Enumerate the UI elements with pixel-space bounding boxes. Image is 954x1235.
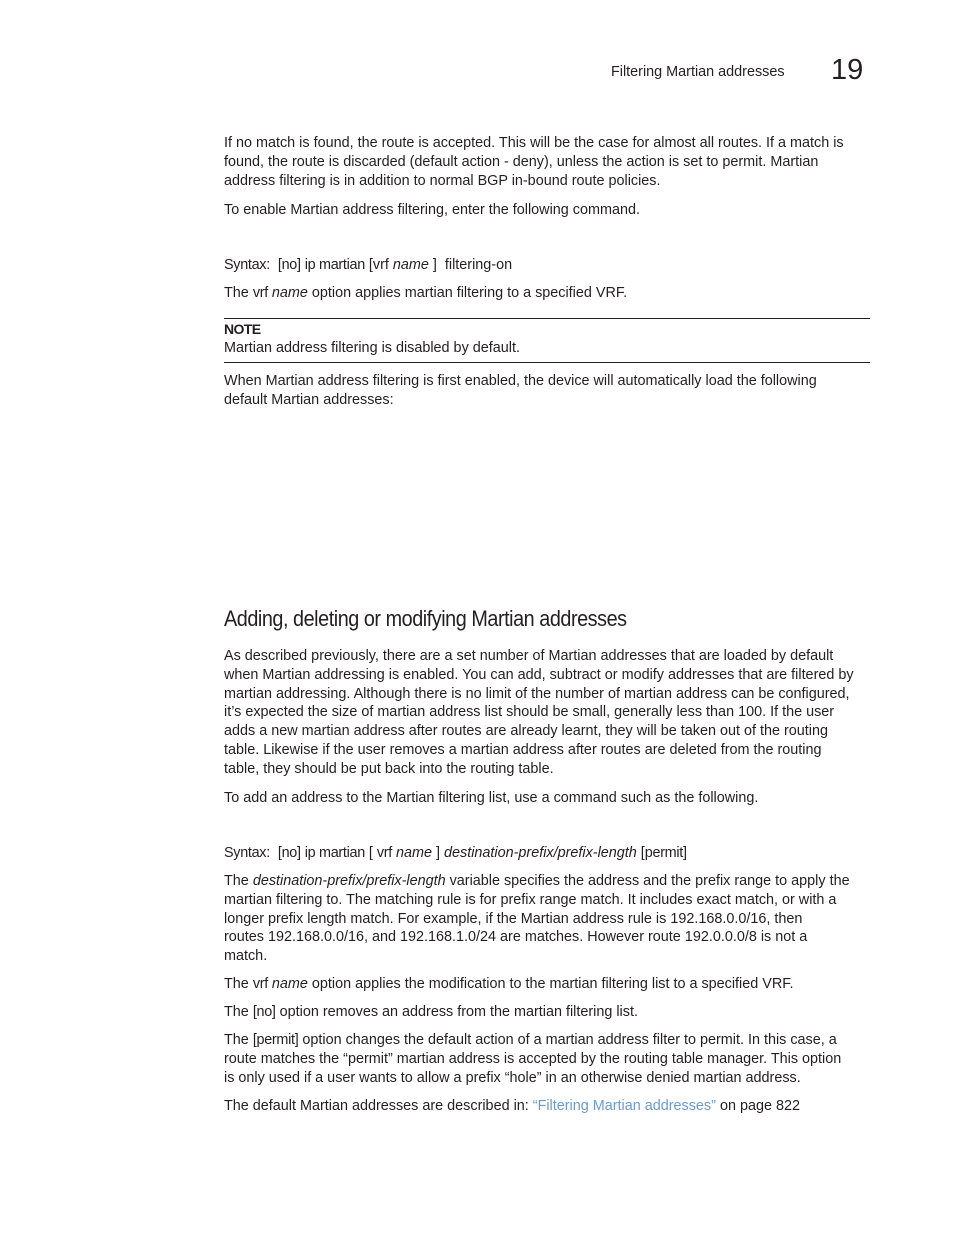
reference-sentence (224, 1097, 870, 1115)
syntax2-close: ] (436, 845, 440, 861)
keyword-vrf: vrf (252, 976, 268, 992)
syntax2-command: ip martian (304, 845, 365, 861)
auto-load-line-2: default Martian addresses: (224, 391, 394, 408)
section-line-1: As described previously, there are a set number of Martian addresses that are loaded by default (224, 648, 834, 664)
variable-dest-prefix: destination-prefix/prefix-length (252, 873, 446, 889)
intro-line-1: If no match is found, the route is accepted. This will be the case for almost all routes. If a match is (224, 135, 844, 151)
permit-line-2: route matches the “permit” martian address is accepted by the routing table manager. This option (224, 1050, 842, 1067)
note-label: NOTE (224, 321, 261, 337)
section-line-2: when Martian addressing is enabled. You can add, subtract or modify addresses that are filtered by (224, 666, 854, 683)
permit-option-description (224, 1031, 870, 1087)
syntax2-label: Syntax: (224, 845, 270, 861)
text-the: The (224, 873, 249, 889)
syntax2-open: [ (368, 845, 373, 861)
syntax2-no: [no] (277, 845, 301, 861)
text-rest: option applies the modification to the martian filtering list to a specified VRF. (311, 976, 794, 992)
running-header-title: Filtering Martian addresses (611, 64, 785, 80)
syntax2-permit: permit (644, 845, 683, 861)
syntax-label: Syntax: (224, 257, 270, 273)
syntax-add-martian (224, 844, 870, 862)
text-the: The (224, 285, 249, 301)
intro-line-2: found, the route is discarded (default action - deny), unless the action is set to permit. Martian (224, 153, 819, 170)
text-rest: option applies martian filtering to a specified VRF. (311, 285, 628, 301)
chapter-number: 19 (831, 54, 864, 86)
auto-load-paragraph (224, 372, 870, 410)
syntax-vrf-close: ] (432, 257, 437, 273)
text-the: The (224, 1004, 249, 1020)
auto-load-line-1: When Martian address filtering is first enabled, the device will automatically load the following (224, 373, 817, 389)
section-line-4: it’s expected the size of martian address list should be small, generally less than 100. If the user (224, 704, 835, 721)
syntax-tail: filtering-on (444, 257, 513, 273)
syntax-vrf-open: [vrf (368, 257, 389, 273)
dest-prefix-description (224, 872, 870, 966)
text-rest: option removes an address from the martian filtering list. (279, 1004, 638, 1020)
variable-name: name (271, 285, 308, 301)
note-text: Martian address filtering is disabled by default. (224, 340, 520, 356)
syntax-name: name (392, 257, 429, 273)
text-rest: variable specifies the address and the prefix range to apply the (449, 873, 850, 889)
note-bottom-rule (224, 362, 870, 363)
keyword-no: [no] (252, 1004, 276, 1020)
dest-line-4: routes 192.168.0.0/16, and 192.168.1.0/24 are matches. However route 192.0.0.0/8 is not a (224, 929, 808, 946)
text-rest: option changes the default action of a martian address filter to permit. In this case, a (302, 1032, 837, 1048)
no-option-description (224, 1003, 870, 1021)
note-top-rule (224, 318, 870, 319)
section-line-3: martian addressing. Although there is no limit of the number of martian address can be configured, (224, 685, 850, 702)
keyword-permit: [permit] (252, 1032, 299, 1048)
intro-paragraph (224, 134, 870, 190)
permit-line-1 (224, 1031, 870, 1050)
syntax2-permit-open: [ (640, 845, 645, 861)
syntax-no: [no] (277, 257, 301, 273)
dest-line-1 (224, 872, 870, 891)
vrf-option-modification (224, 975, 870, 993)
syntax2-name: name (396, 845, 432, 861)
variable-name: name (271, 976, 308, 992)
text-the: The (224, 1032, 249, 1048)
dest-line-5: match. (224, 948, 268, 965)
section-line-6: table. Likewise if the user removes a martian address after routes are deleted from the routing (224, 741, 822, 758)
section-paragraph (224, 647, 870, 779)
filtering-martian-addresses-link[interactable]: “Filtering Martian addresses” (532, 1098, 716, 1114)
intro-line-3: address filtering is in addition to normal BGP in-bound route policies. (224, 172, 661, 189)
vrf-option-description (224, 284, 870, 302)
add-sentence: To add an address to the Martian filtering list, use a command such as the following. (224, 790, 759, 806)
syntax2-vrf: vrf (376, 845, 392, 861)
section-line-5: adds a new martian address after routes are already learnt, they will be taken out of the routing (224, 723, 828, 740)
reference-suffix: on page 822 (719, 1098, 800, 1114)
enable-sentence: To enable Martian address filtering, enter the following command. (224, 202, 640, 218)
keyword-vrf: vrf (252, 285, 268, 301)
dest-line-2: martian filtering to. The matching rule is for prefix range match. It includes exact match, or with a (224, 891, 837, 908)
syntax2-dest: destination-prefix/prefix-length (444, 845, 637, 861)
text-the: The (224, 976, 249, 992)
syntax-filtering-on (224, 256, 870, 274)
section-heading: Adding, deleting or modifying Martian addresses (224, 606, 627, 631)
dest-line-3: longer prefix length match. For example, if the Martian address rule is 192.168.0.0/16, then (224, 910, 803, 927)
permit-line-3: is only used if a user wants to allow a prefix “hole” in an otherwise denied martian address. (224, 1069, 801, 1086)
section-line-7: table, they should be put back into the routing table. (224, 760, 554, 777)
syntax-command: ip martian (304, 257, 365, 273)
reference-prefix: The default Martian addresses are described in: (224, 1098, 529, 1114)
syntax2-permit-close: ] (682, 845, 687, 861)
